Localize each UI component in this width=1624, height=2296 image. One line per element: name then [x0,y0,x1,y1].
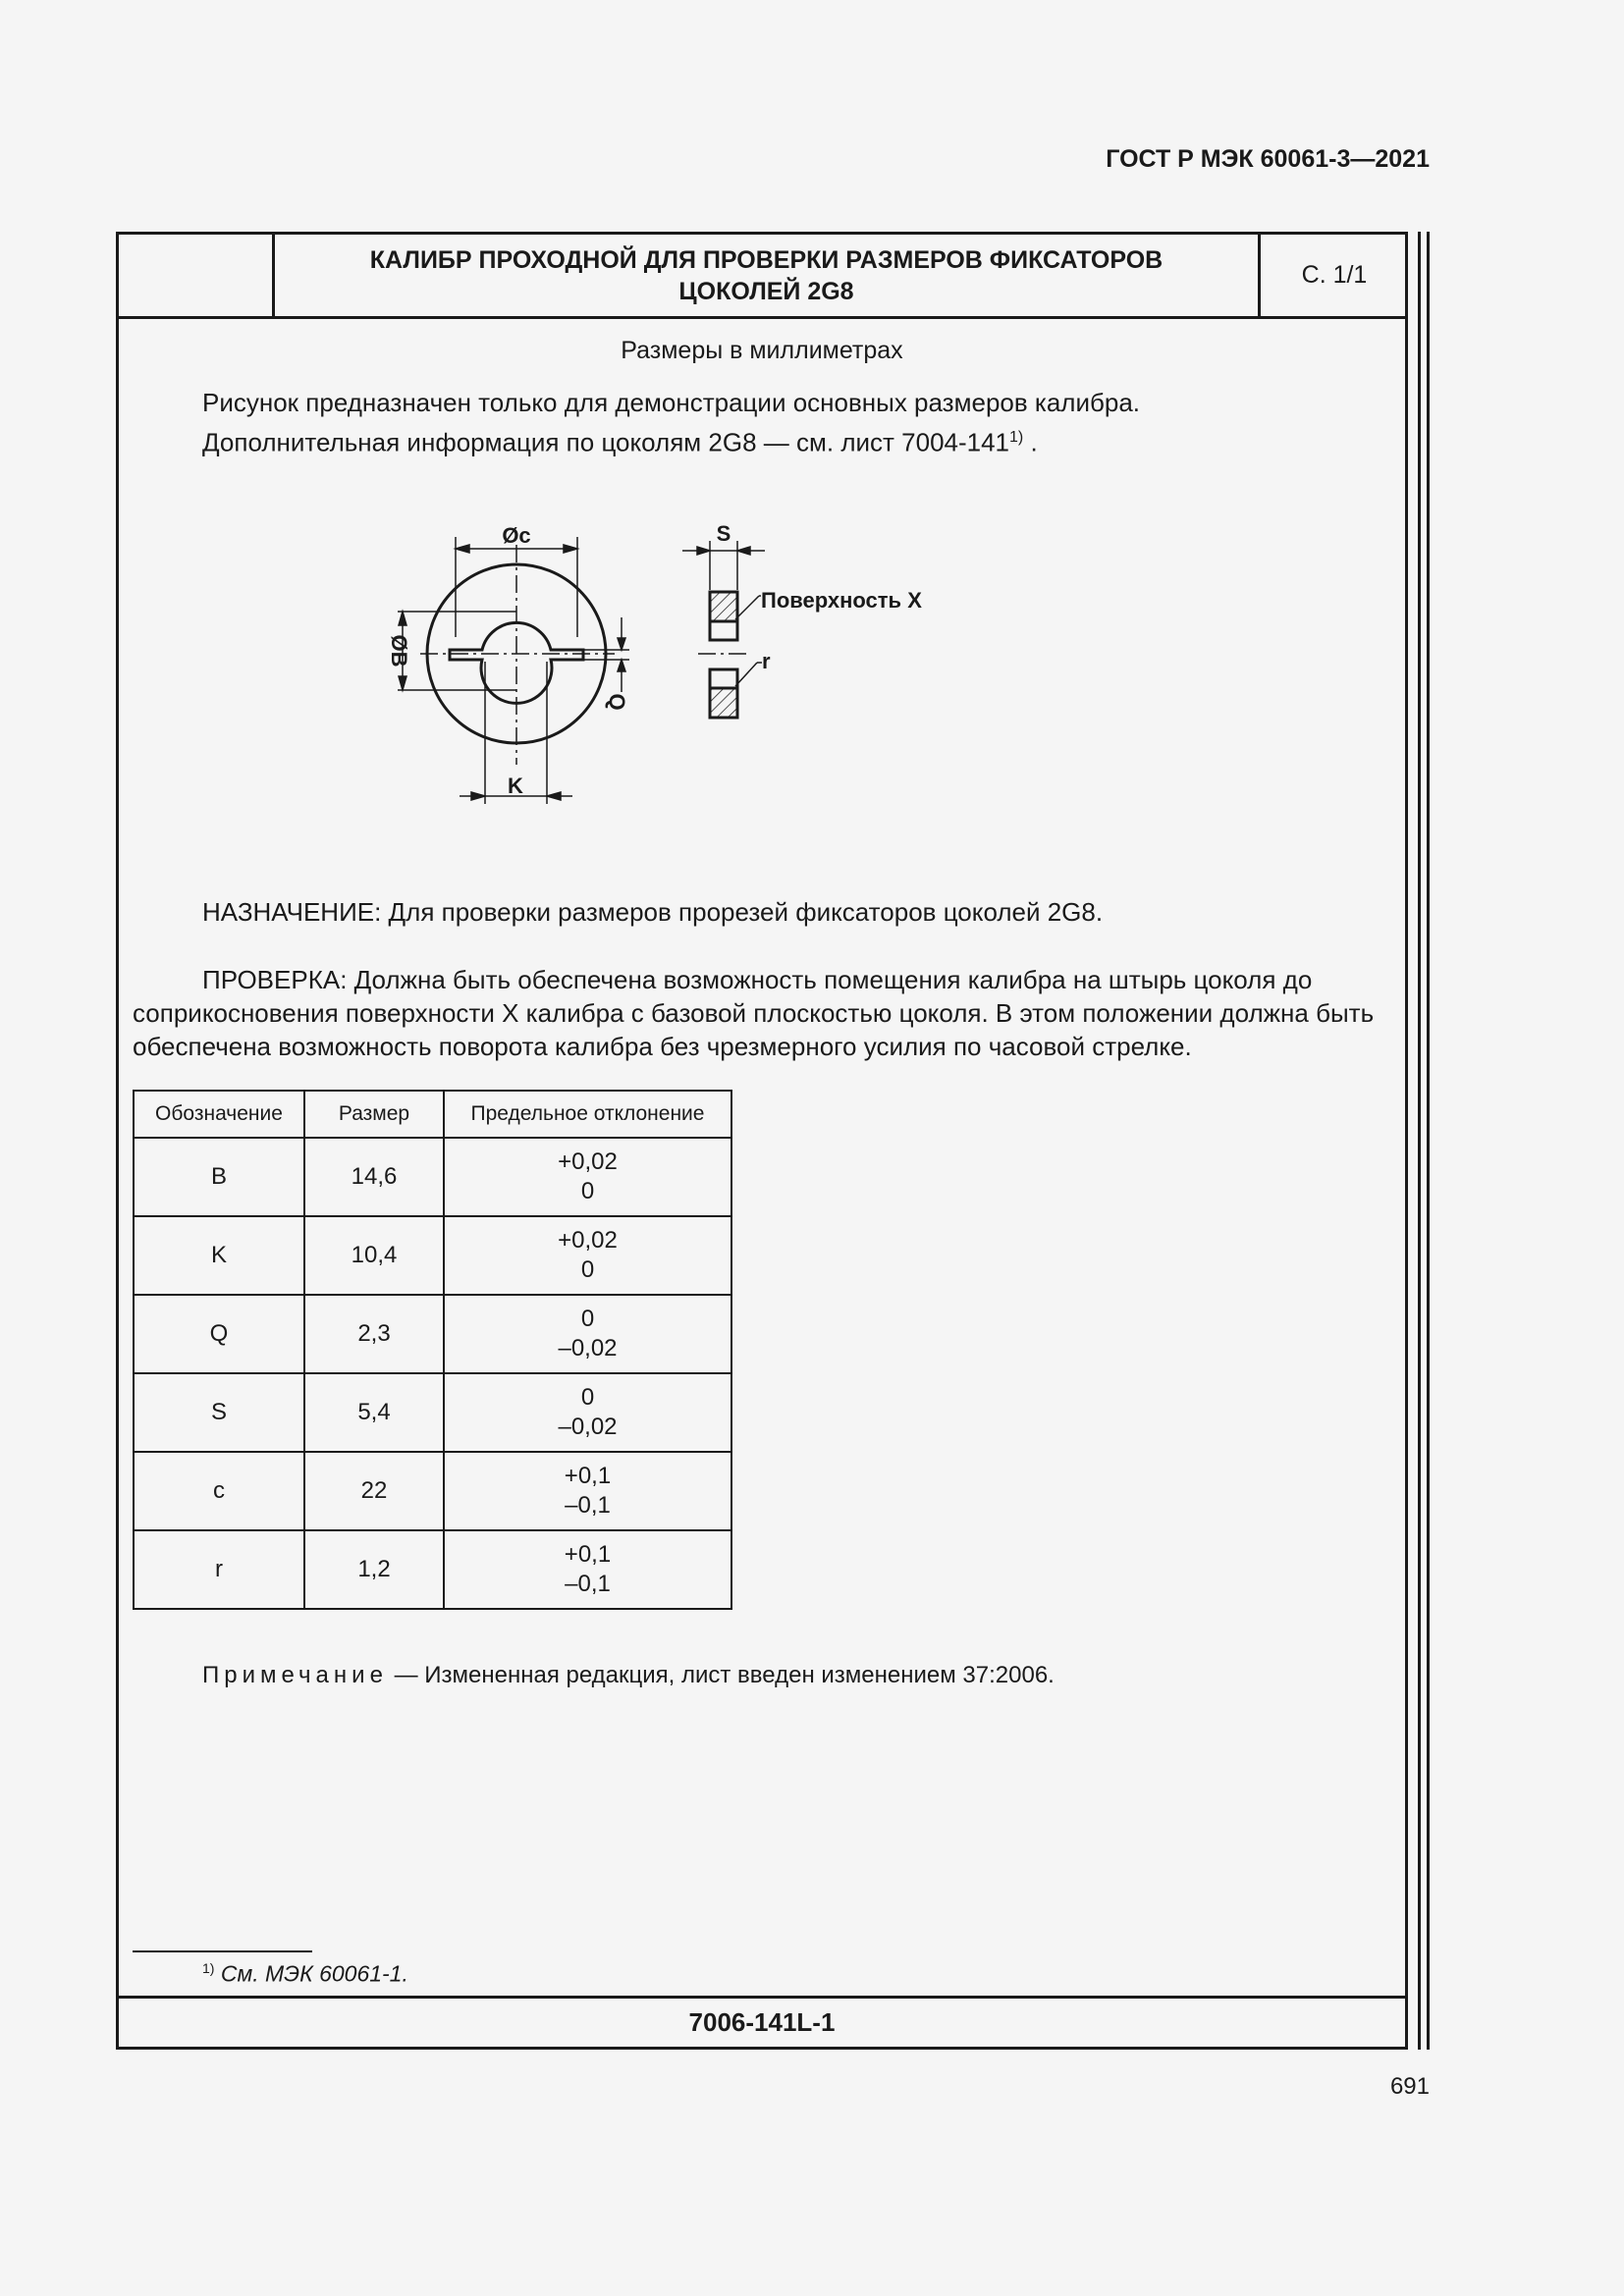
note [202,1662,1055,1689]
symbol-cell: S [134,1373,304,1452]
dim-label-b: ØB [387,634,411,667]
table-header-cell: Обозначение [134,1091,304,1138]
size-cell: 1,2 [304,1530,444,1609]
tolerance-cell [444,1530,731,1609]
tolerance-cell [444,1452,731,1530]
tolerance-upper: +0,1 [564,1541,612,1568]
gauge-drawing [376,480,965,853]
table-row [134,1138,731,1216]
intro-line [202,420,1140,460]
footnote [202,1960,408,1988]
sheet-title-line: ЦОКОЛЕЙ 2G8 [678,277,854,305]
dim-label-c: Øc [502,523,531,548]
symbol-cell: c [134,1452,304,1530]
size-cell: 10,4 [304,1216,444,1295]
surface-x-label: Поверхность X [761,588,922,613]
dimensions-table [133,1090,732,1610]
tolerance-upper: +0,02 [558,1227,618,1254]
table-row [134,1216,731,1295]
dim-label-k: K [508,774,523,798]
tolerance-cell [444,1138,731,1216]
standard-code: ГОСТ Р МЭК 60061-3—2021 [1106,145,1430,173]
frame-side-line [1427,232,1430,2050]
tolerance-upper: +0,1 [564,1463,612,1489]
tolerance-upper: 0 [580,1384,595,1411]
tolerance-lower: –0,02 [558,1414,618,1440]
sheet-header [119,235,1405,319]
check-text: ПРОВЕРКА: Должна быть обеспечена возможность помещения калибра на штырь цоколя до соприкосновения поверхности X калибра с базовой плоскостью цоколя. В этом положении должна быть обеспечена возможность поворота калибра без чрезмерного усилия по часовой стрелке. [133,965,1375,1061]
table-row [134,1295,731,1373]
symbol-cell: B [134,1138,304,1216]
symbol-cell: K [134,1216,304,1295]
tolerance-lower: 0 [580,1256,595,1283]
dimension-lines [398,537,629,804]
dim-label-q: Q [605,693,629,711]
intro-text [202,385,1140,460]
sheet-frame [116,232,1408,2050]
table-row [134,1452,731,1530]
page-number: 691 [1389,2073,1430,2100]
footnote-rule [133,1950,312,1952]
note-label: Примечание [202,1662,388,1688]
intro-line-text: Дополнительная информация по цоколям 2G8 — см. лист 7004-141 [202,427,1010,457]
size-cell: 22 [304,1452,444,1530]
size-cell: 2,3 [304,1295,444,1373]
symbol-cell: Q [134,1295,304,1373]
ring-side-view [682,521,922,718]
tolerance-cell [444,1216,731,1295]
table-row [134,1530,731,1609]
table-header-cell: Предельное отклонение [444,1091,731,1138]
symbol-cell: r [134,1530,304,1609]
tolerance-lower: –0,1 [565,1571,611,1597]
intro-line-end: . [1023,427,1038,457]
footnote-text: См. МЭК 60061-1. [220,1960,408,1987]
tolerance-lower: –0,1 [565,1492,611,1519]
size-cell: 14,6 [304,1138,444,1216]
footnote-mark: 1) [1009,429,1024,446]
note-text: — Измененная редакция, лист введен изменением 37:2006. [387,1662,1055,1688]
sheet-code: 7006-141L-1 [119,1996,1405,2047]
sheet-title-line: КАЛИБР ПРОХОДНОЙ ДЛЯ ПРОВЕРКИ РАЗМЕРОВ ФИКСАТОРОВ [369,245,1164,274]
header-empty-cell [119,235,275,316]
dim-label-s: S [716,521,731,546]
units-note: Размеры в миллиметрах [621,337,903,364]
sheet-page: С. 1/1 [1258,235,1408,316]
purpose-text: НАЗНАЧЕНИЕ: Для проверки размеров прорезей фиксаторов цоколей 2G8. [202,897,1104,927]
tolerance-lower: –0,02 [558,1335,618,1362]
tolerance-upper: 0 [580,1306,595,1332]
tolerance-lower: 0 [580,1178,595,1204]
table-row [134,1373,731,1452]
dim-label-r: r [762,649,771,673]
tolerance-upper: +0,02 [558,1148,618,1175]
table-header-cell: Размер [304,1091,444,1138]
footnote-mark: 1) [202,1960,215,1976]
frame-side-line [1418,232,1421,2050]
tolerance-cell [444,1373,731,1452]
size-cell: 5,4 [304,1373,444,1452]
intro-line: Рисунок предназначен только для демонстрации основных размеров калибра. [202,388,1141,417]
tolerance-cell [444,1295,731,1373]
table-header-row [134,1091,731,1138]
sheet-title [275,235,1258,316]
